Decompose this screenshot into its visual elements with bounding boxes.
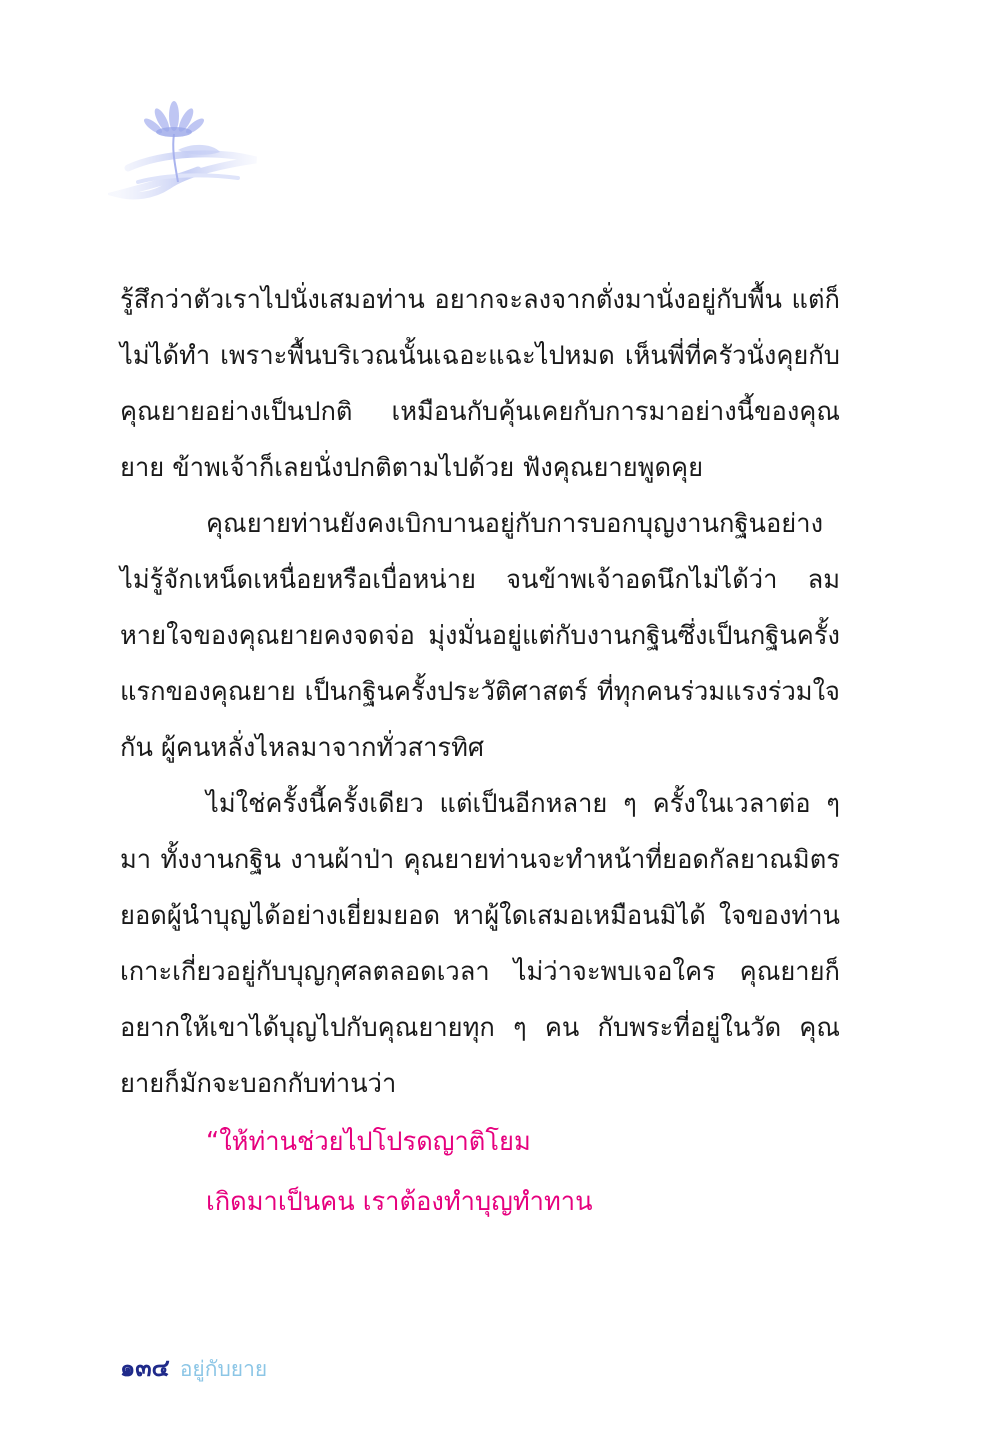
quote-line-2: เกิดมาเป็นคน เราต้องทำบุญทำทาน (206, 1187, 593, 1217)
paragraph-1: รู้สึกว่าตัวเราไปนั่งเสมอท่าน อยากจะลงจากตั่งมานั่งอยู่กับพื้น แต่ก็ไม่ได้ทำ เพราะพื้นบริเวณนั้นเฉอะแฉะไปหมด เห็นพี่ที่ครัวนั่งคุยกับคุณยายอย่างเป็นปกติ เหมือนกับคุ้นเคยกับการมาอย่างนี้ของคุณยาย ข้าพเจ้าก็เลยนั่งปกติตามไปด้วย ฟังคุณยายพูดคุย (120, 285, 840, 483)
book-title: อยู่กับยาย (179, 1357, 268, 1381)
body-text (120, 272, 840, 1232)
page-footer (120, 1348, 267, 1384)
quote-line-1: “ให้ท่านช่วยไปโปรดญาติโยม (206, 1127, 531, 1157)
paragraph-3: ไม่ใช่ครั้งนี้ครั้งเดียว แต่เป็นอีกหลาย ๆ ครั้งในเวลาต่อ ๆ มา ทั้งงานกฐิน งานผ้าป่า คุณยายท่านจะทำหน้าที่ยอดกัลยาณมิตร ยอดผู้นำบุญได้อย่างเยี่ยมยอด หาผู้ใดเสมอเหมือนมิได้ ใจของท่านเกาะเกี่ยวอยู่กับบุญกุศลตลอดเวลา ไม่ว่าจะพบเจอใคร คุณยายก็อยากให้เขาได้บุญไปกับคุณยายทุก ๆ คน กับพระที่อยู่ในวัด คุณยายก็มักจะบอกกับท่านว่า (120, 789, 840, 1099)
paragraph-2: คุณยายท่านยังคงเบิกบานอยู่กับการบอกบุญงานกฐินอย่างไม่รู้จักเหน็ดเหนื่อยหรือเบื่อหน่าย จนข้าพเจ้าอดนึกไม่ได้ว่า ลมหายใจของคุณยายคงจดจ่อ มุ่งมั่นอยู่แต่กับงานกฐินซึ่งเป็นกฐินครั้งแรกของคุณยาย เป็นกฐินครั้งประวัติศาสตร์ ที่ทุกคนร่วมแรงร่วมใจกัน ผู้คนหลั่งไหลมาจากทั่วสารทิศ (120, 509, 840, 763)
lotus-icon (108, 90, 268, 205)
page-number: ๑๓๔ (120, 1354, 170, 1382)
